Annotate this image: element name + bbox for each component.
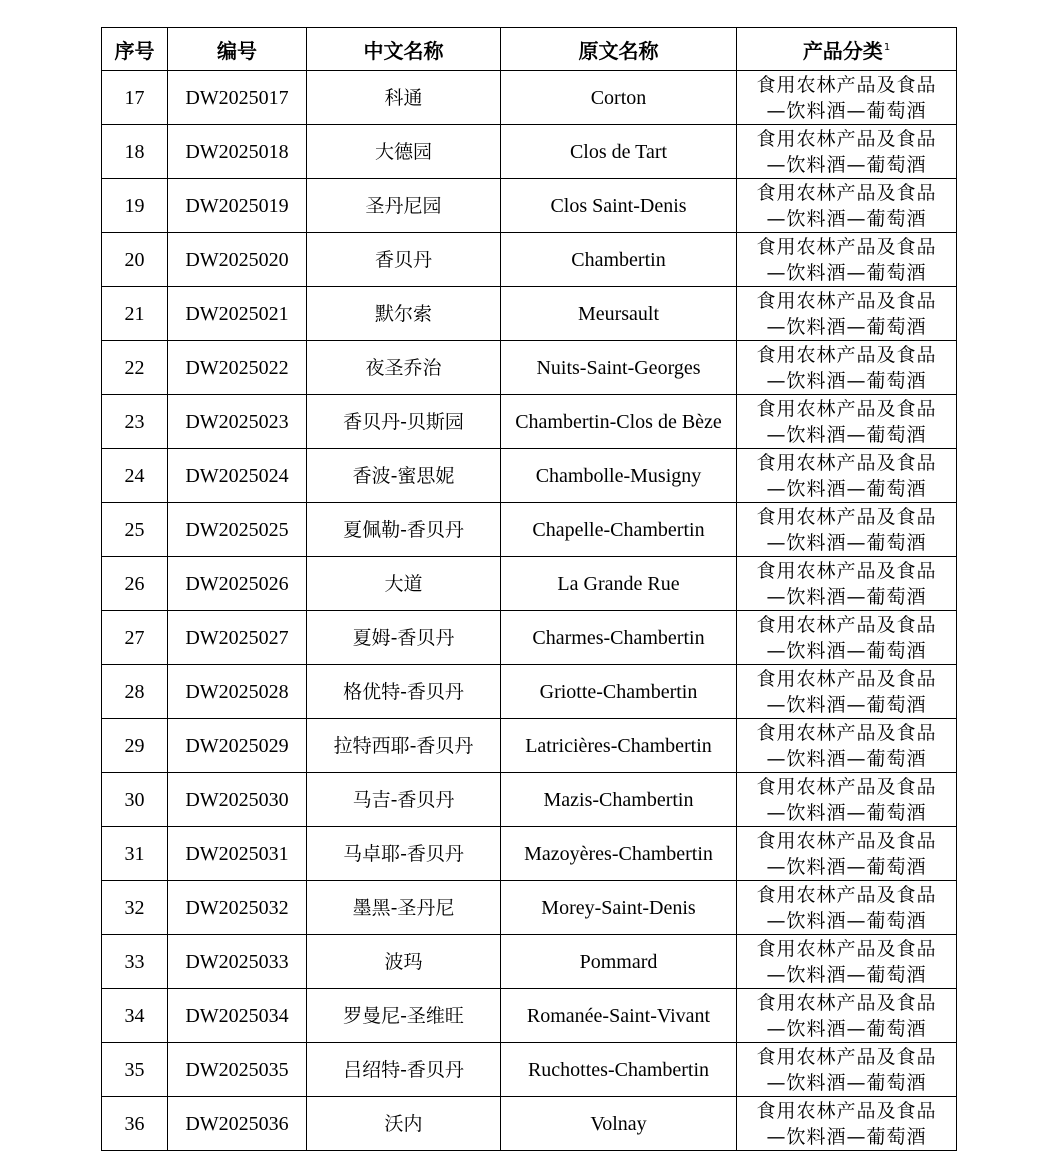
header-chinese-name: 中文名称 <box>307 28 501 71</box>
cell-code: DW2025029 <box>168 719 307 773</box>
cell-original-name: Mazoyères-Chambertin <box>501 827 737 881</box>
cell-original-name: Clos de Tart <box>501 125 737 179</box>
category-line-2: —饮料酒—葡萄酒 <box>766 261 927 284</box>
category-line-2: —饮料酒—葡萄酒 <box>766 423 927 446</box>
cell-code: DW2025035 <box>168 1043 307 1097</box>
cell-code: DW2025019 <box>168 179 307 233</box>
category-line-1: 食用农林产品及食品 <box>756 937 937 960</box>
cell-category <box>737 557 957 611</box>
cell-original-name: Charmes-Chambertin <box>501 611 737 665</box>
cell-category <box>737 719 957 773</box>
category-line-2: —饮料酒—葡萄酒 <box>766 747 927 770</box>
table-row <box>102 1097 957 1151</box>
category-line-1: 食用农林产品及食品 <box>756 883 937 906</box>
cell-chinese-name: 夏姆-香贝丹 <box>307 611 501 665</box>
cell-original-name: Chambertin <box>501 233 737 287</box>
cell-category <box>737 287 957 341</box>
category-line-2: —饮料酒—葡萄酒 <box>766 1125 927 1148</box>
cell-chinese-name: 墨黑-圣丹尼 <box>307 881 501 935</box>
cell-category <box>737 935 957 989</box>
cell-category <box>737 881 957 935</box>
table-row <box>102 989 957 1043</box>
table-row <box>102 125 957 179</box>
cell-code: DW2025032 <box>168 881 307 935</box>
category-line-2: —饮料酒—葡萄酒 <box>766 207 927 230</box>
footnote-marker: 1 <box>883 41 891 53</box>
table-row <box>102 773 957 827</box>
cell-code: DW2025018 <box>168 125 307 179</box>
category-line-1: 食用农林产品及食品 <box>756 1099 937 1122</box>
cell-original-name: La Grande Rue <box>501 557 737 611</box>
cell-chinese-name: 香贝丹-贝斯园 <box>307 395 501 449</box>
cell-category <box>737 233 957 287</box>
category-line-1: 食用农林产品及食品 <box>756 1045 937 1068</box>
table-row <box>102 611 957 665</box>
cell-category <box>737 449 957 503</box>
table-row <box>102 881 957 935</box>
cell-chinese-name: 沃内 <box>307 1097 501 1151</box>
category-line-1: 食用农林产品及食品 <box>756 505 937 528</box>
table-row <box>102 719 957 773</box>
cell-code: DW2025028 <box>168 665 307 719</box>
cell-code: DW2025024 <box>168 449 307 503</box>
category-line-1: 食用农林产品及食品 <box>756 451 937 474</box>
cell-chinese-name: 香波-蜜思妮 <box>307 449 501 503</box>
category-line-2: —饮料酒—葡萄酒 <box>766 99 927 122</box>
cell-index: 25 <box>102 503 168 557</box>
cell-code: DW2025027 <box>168 611 307 665</box>
category-line-1: 食用农林产品及食品 <box>756 667 937 690</box>
category-line-1: 食用农林产品及食品 <box>756 181 937 204</box>
cell-chinese-name: 大道 <box>307 557 501 611</box>
cell-chinese-name: 香贝丹 <box>307 233 501 287</box>
cell-index: 29 <box>102 719 168 773</box>
table-row <box>102 503 957 557</box>
header-original-name: 原文名称 <box>501 28 737 71</box>
cell-index: 35 <box>102 1043 168 1097</box>
table-row <box>102 341 957 395</box>
table-row <box>102 287 957 341</box>
table-row <box>102 233 957 287</box>
cell-original-name: Meursault <box>501 287 737 341</box>
table-row <box>102 395 957 449</box>
cell-chinese-name: 罗曼尼-圣维旺 <box>307 989 501 1043</box>
cell-index: 27 <box>102 611 168 665</box>
table-row <box>102 827 957 881</box>
cell-code: DW2025023 <box>168 395 307 449</box>
cell-code: DW2025036 <box>168 1097 307 1151</box>
cell-code: DW2025022 <box>168 341 307 395</box>
cell-original-name: Chapelle-Chambertin <box>501 503 737 557</box>
cell-code: DW2025017 <box>168 71 307 125</box>
cell-category <box>737 71 957 125</box>
cell-chinese-name: 吕绍特-香贝丹 <box>307 1043 501 1097</box>
cell-original-name: Morey-Saint-Denis <box>501 881 737 935</box>
cell-code: DW2025033 <box>168 935 307 989</box>
cell-index: 34 <box>102 989 168 1043</box>
cell-chinese-name: 大德园 <box>307 125 501 179</box>
cell-chinese-name: 圣丹尼园 <box>307 179 501 233</box>
cell-index: 24 <box>102 449 168 503</box>
cell-original-name: Clos Saint-Denis <box>501 179 737 233</box>
category-line-2: —饮料酒—葡萄酒 <box>766 531 927 554</box>
cell-chinese-name: 马卓耶-香贝丹 <box>307 827 501 881</box>
cell-original-name: Pommard <box>501 935 737 989</box>
category-line-1: 食用农林产品及食品 <box>756 613 937 636</box>
table-row <box>102 665 957 719</box>
category-line-2: —饮料酒—葡萄酒 <box>766 963 927 986</box>
cell-original-name: Latricières-Chambertin <box>501 719 737 773</box>
category-line-1: 食用农林产品及食品 <box>756 73 937 96</box>
cell-index: 18 <box>102 125 168 179</box>
cell-category <box>737 989 957 1043</box>
category-line-1: 食用农林产品及食品 <box>756 289 937 312</box>
category-line-1: 食用农林产品及食品 <box>756 397 937 420</box>
cell-index: 31 <box>102 827 168 881</box>
header-category-label: 产品分类 <box>802 38 883 63</box>
header-category <box>737 28 957 71</box>
cell-code: DW2025034 <box>168 989 307 1043</box>
cell-original-name: Chambertin-Clos de Bèze <box>501 395 737 449</box>
cell-chinese-name: 科通 <box>307 71 501 125</box>
cell-category <box>737 179 957 233</box>
cell-chinese-name: 夏佩勒-香贝丹 <box>307 503 501 557</box>
cell-category <box>737 773 957 827</box>
table-body <box>102 71 957 1151</box>
category-line-1: 食用农林产品及食品 <box>756 559 937 582</box>
cell-chinese-name: 默尔索 <box>307 287 501 341</box>
table-row <box>102 557 957 611</box>
cell-category <box>737 1097 957 1151</box>
cell-category <box>737 395 957 449</box>
cell-code: DW2025021 <box>168 287 307 341</box>
wine-gi-table <box>101 27 957 1151</box>
cell-category <box>737 611 957 665</box>
cell-code: DW2025020 <box>168 233 307 287</box>
header-index: 序号 <box>102 28 168 71</box>
category-line-2: —饮料酒—葡萄酒 <box>766 693 927 716</box>
category-line-2: —饮料酒—葡萄酒 <box>766 639 927 662</box>
category-line-2: —饮料酒—葡萄酒 <box>766 1017 927 1040</box>
cell-index: 36 <box>102 1097 168 1151</box>
table-header-row <box>102 28 957 71</box>
cell-original-name: Nuits-Saint-Georges <box>501 341 737 395</box>
table-row <box>102 935 957 989</box>
cell-chinese-name: 格优特-香贝丹 <box>307 665 501 719</box>
category-line-2: —饮料酒—葡萄酒 <box>766 153 927 176</box>
cell-code: DW2025026 <box>168 557 307 611</box>
cell-index: 22 <box>102 341 168 395</box>
category-line-2: —饮料酒—葡萄酒 <box>766 1071 927 1094</box>
category-line-1: 食用农林产品及食品 <box>756 991 937 1014</box>
cell-original-name: Corton <box>501 71 737 125</box>
category-line-2: —饮料酒—葡萄酒 <box>766 315 927 338</box>
category-line-2: —饮料酒—葡萄酒 <box>766 369 927 392</box>
cell-category <box>737 341 957 395</box>
table-row <box>102 1043 957 1097</box>
cell-index: 17 <box>102 71 168 125</box>
cell-index: 26 <box>102 557 168 611</box>
cell-index: 30 <box>102 773 168 827</box>
cell-category <box>737 1043 957 1097</box>
table-row <box>102 449 957 503</box>
category-line-1: 食用农林产品及食品 <box>756 343 937 366</box>
cell-index: 23 <box>102 395 168 449</box>
cell-original-name: Griotte-Chambertin <box>501 665 737 719</box>
table-row <box>102 71 957 125</box>
category-line-1: 食用农林产品及食品 <box>756 775 937 798</box>
wine-gi-table-wrapper <box>101 27 956 1151</box>
table-row <box>102 179 957 233</box>
category-line-2: —饮料酒—葡萄酒 <box>766 477 927 500</box>
cell-index: 20 <box>102 233 168 287</box>
cell-index: 32 <box>102 881 168 935</box>
cell-original-name: Romanée-Saint-Vivant <box>501 989 737 1043</box>
cell-index: 21 <box>102 287 168 341</box>
cell-original-name: Mazis-Chambertin <box>501 773 737 827</box>
cell-chinese-name: 马吉-香贝丹 <box>307 773 501 827</box>
cell-index: 33 <box>102 935 168 989</box>
category-line-1: 食用农林产品及食品 <box>756 235 937 258</box>
cell-index: 19 <box>102 179 168 233</box>
category-line-1: 食用农林产品及食品 <box>756 829 937 852</box>
cell-category <box>737 125 957 179</box>
category-line-2: —饮料酒—葡萄酒 <box>766 855 927 878</box>
cell-category <box>737 503 957 557</box>
cell-index: 28 <box>102 665 168 719</box>
cell-code: DW2025031 <box>168 827 307 881</box>
cell-category <box>737 665 957 719</box>
cell-chinese-name: 波玛 <box>307 935 501 989</box>
category-line-1: 食用农林产品及食品 <box>756 721 937 744</box>
category-line-1: 食用农林产品及食品 <box>756 127 937 150</box>
cell-original-name: Volnay <box>501 1097 737 1151</box>
cell-code: DW2025025 <box>168 503 307 557</box>
category-line-2: —饮料酒—葡萄酒 <box>766 585 927 608</box>
cell-original-name: Chambolle-Musigny <box>501 449 737 503</box>
cell-category <box>737 827 957 881</box>
category-line-2: —饮料酒—葡萄酒 <box>766 801 927 824</box>
cell-code: DW2025030 <box>168 773 307 827</box>
cell-chinese-name: 拉特西耶-香贝丹 <box>307 719 501 773</box>
cell-original-name: Ruchottes-Chambertin <box>501 1043 737 1097</box>
category-line-2: —饮料酒—葡萄酒 <box>766 909 927 932</box>
cell-chinese-name: 夜圣乔治 <box>307 341 501 395</box>
header-code: 编号 <box>168 28 307 71</box>
